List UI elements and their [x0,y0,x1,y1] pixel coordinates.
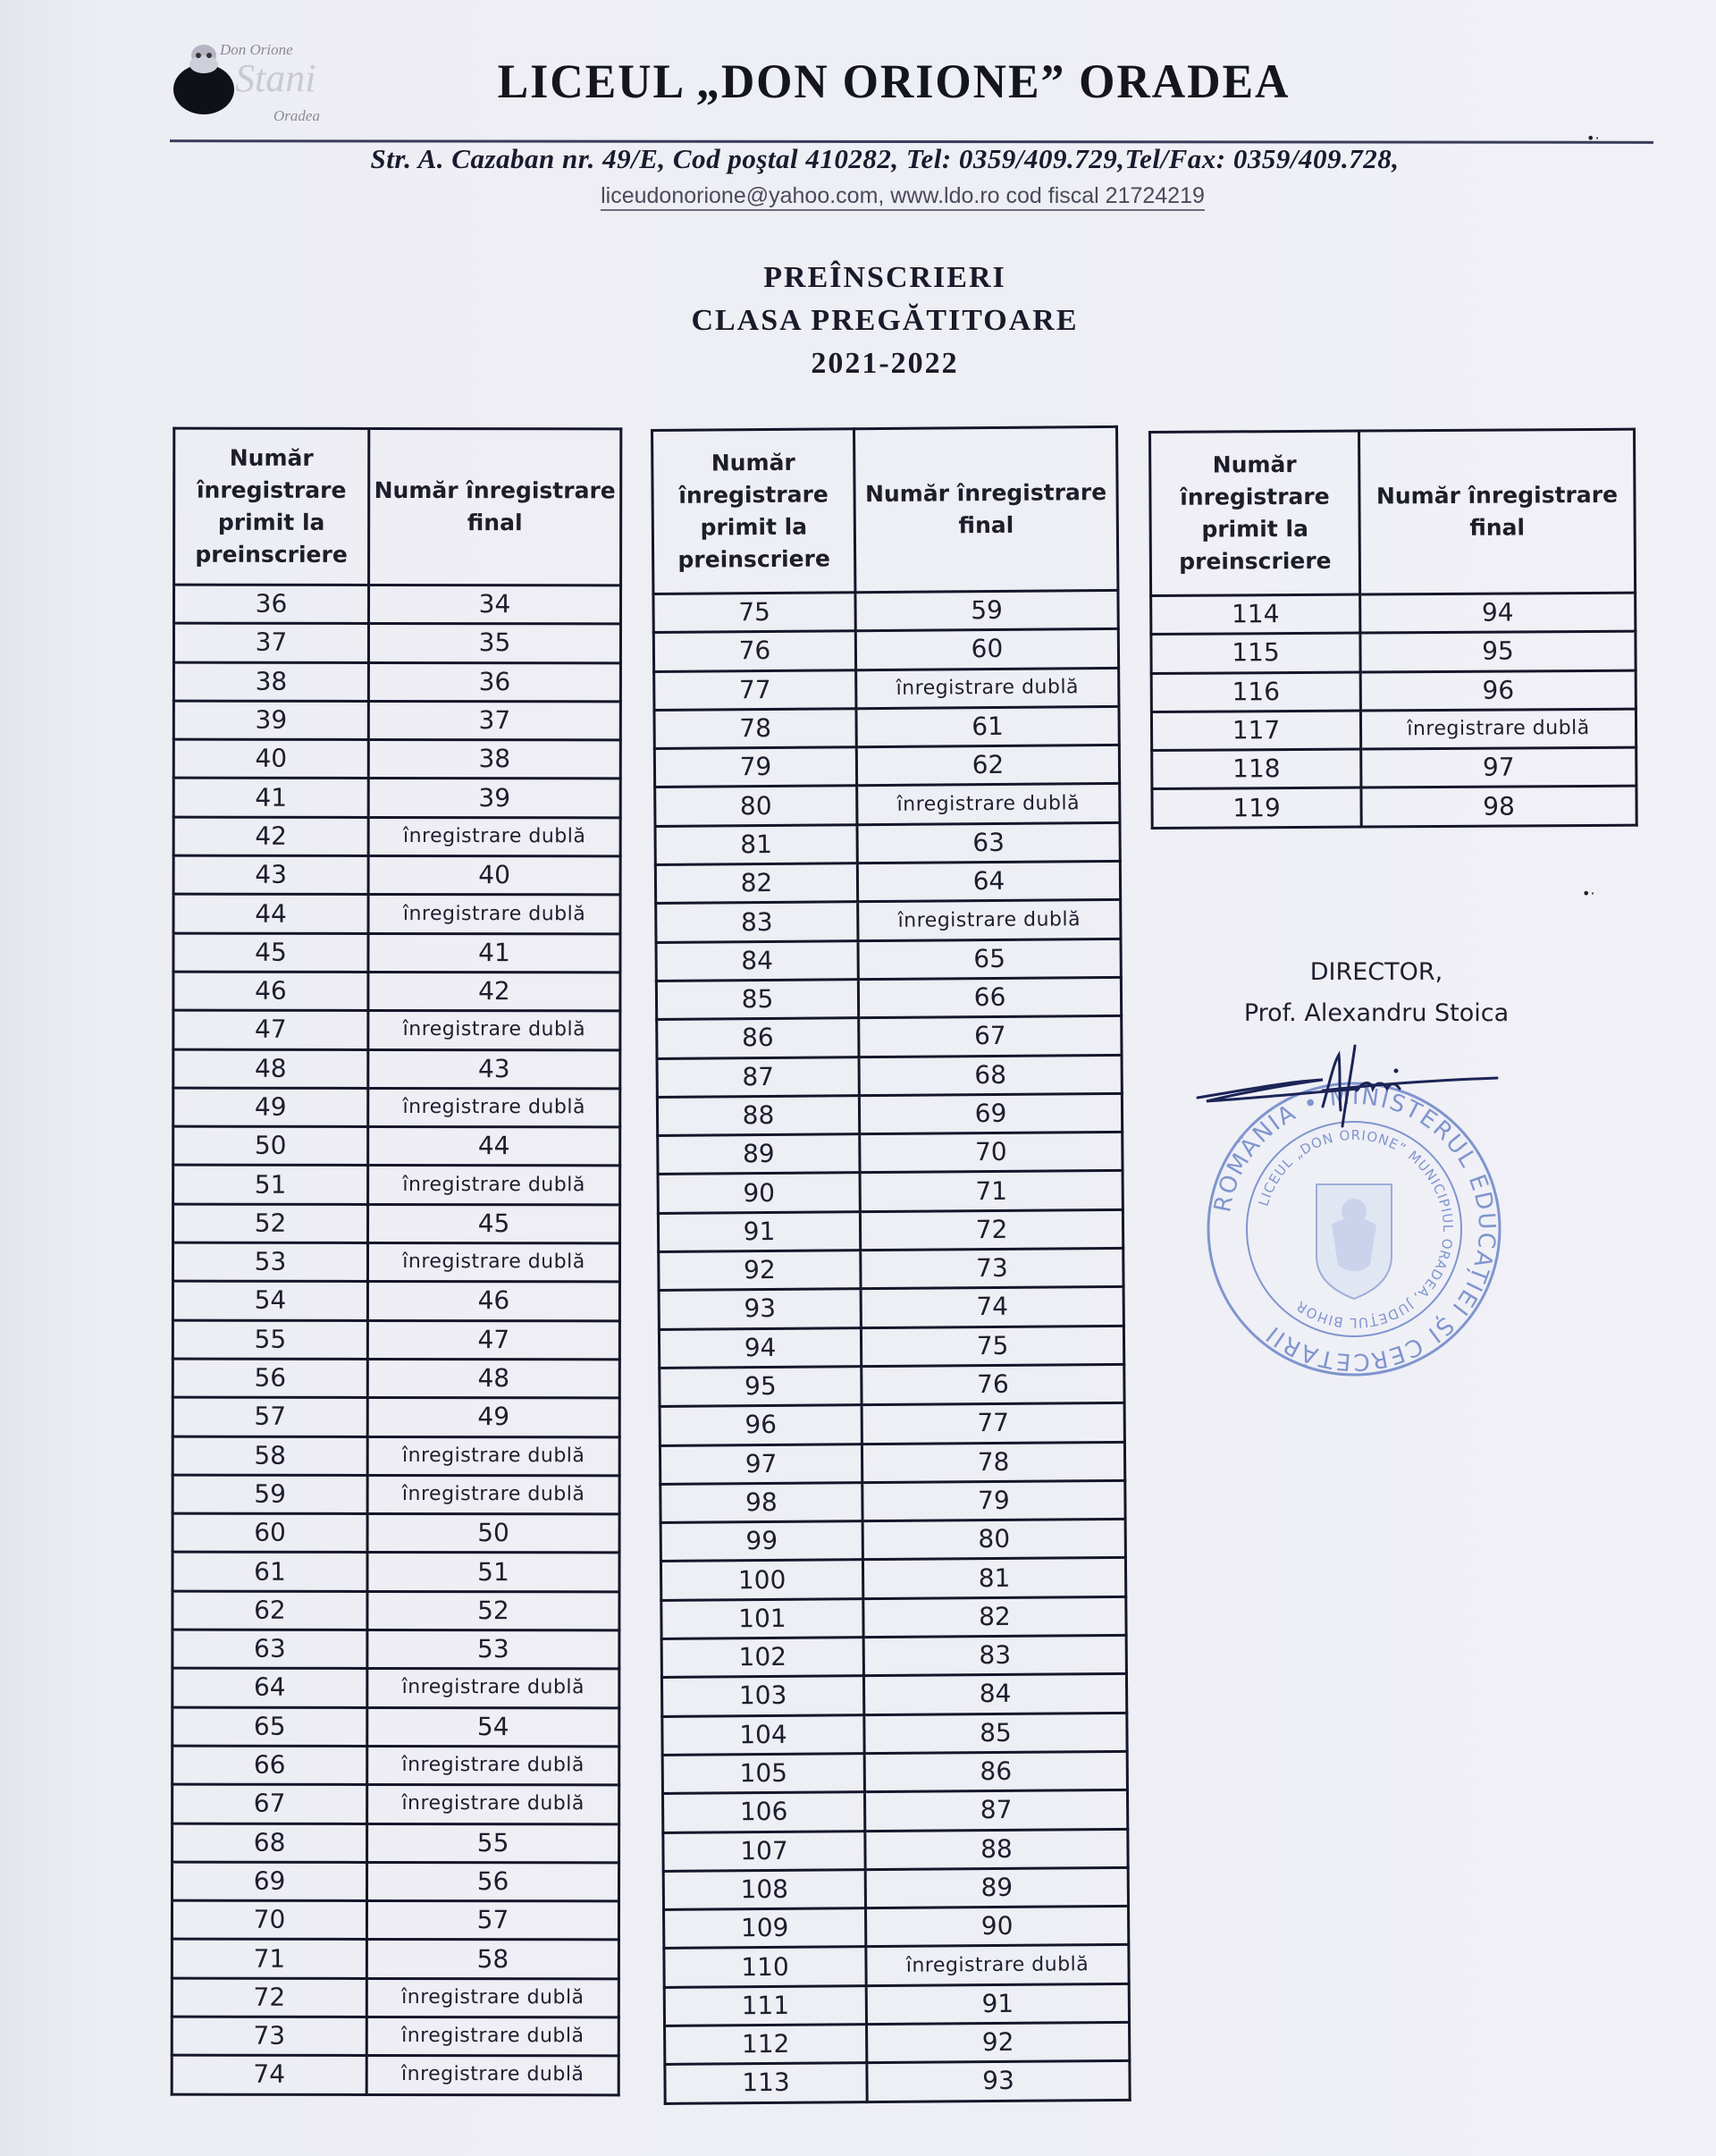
final-registration-number: 56 [367,1862,619,1901]
coat-of-arms-icon [1316,1184,1392,1299]
final-registration-number: 96 [1360,670,1636,711]
final-registration-number: 36 [368,662,620,702]
initial-registration-number: 90 [658,1173,860,1213]
table-row [656,939,1121,981]
table-row [172,1707,619,1747]
table-row [658,1171,1123,1213]
table-row [664,1906,1129,1948]
initial-registration-number: 61 [172,1553,367,1592]
final-registration-number: 74 [861,1287,1123,1328]
table-row [663,1829,1128,1871]
initial-registration-number: 56 [172,1359,367,1398]
initial-registration-number: 72 [172,1978,366,2017]
final-registration-number: 57 [366,1901,618,1941]
final-registration-number: 53 [367,1630,619,1669]
initial-registration-number: 60 [172,1513,367,1553]
table-row [172,1630,619,1669]
registration-table-2 [651,425,1131,2105]
initial-registration-number: 49 [173,1088,368,1127]
final-registration-number: 51 [367,1553,619,1592]
initial-registration-number: 106 [662,1792,864,1832]
final-registration-number: 79 [862,1480,1125,1521]
table-row [172,2017,618,2056]
initial-registration-number: 37 [173,623,368,662]
final-registration-number: 92 [867,2022,1130,2063]
initial-registration-number: 87 [657,1057,859,1097]
final-registration-number: înregistrare dublă [856,668,1119,709]
final-registration-number: înregistrare dublă [367,1243,619,1283]
final-registration-number: 42 [368,972,620,1011]
initial-registration-number: 98 [660,1483,862,1523]
final-registration-number: 71 [860,1171,1123,1212]
final-registration-number: înregistrare dublă [1360,709,1636,749]
final-registration-number: înregistrare dublă [366,1978,618,2017]
table-row [173,1049,620,1089]
final-registration-number: înregistrare dublă [857,784,1120,825]
final-registration-number: 90 [866,1906,1129,1947]
stamp-outer-text: ROMÂNIA • MINISTERUL EDUCAȚIEI ȘI CERCETĂRII [1209,1082,1501,1376]
table-row [172,2055,618,2094]
initial-registration-number: 55 [172,1320,367,1360]
initial-registration-number: 45 [173,933,368,973]
table-row [1151,670,1636,712]
final-registration-number: 72 [860,1209,1123,1251]
final-registration-number: 52 [367,1591,619,1630]
final-registration-number: înregistrare dublă [368,1166,620,1205]
table-row [172,1320,619,1360]
initial-registration-number: 118 [1152,749,1361,789]
table-row [658,1209,1123,1251]
final-registration-number: 75 [861,1326,1123,1367]
initial-registration-number: 108 [663,1869,865,1909]
school-contact [465,183,1341,209]
final-registration-number: 58 [366,1940,618,1979]
table-row [1151,593,1636,635]
final-registration-number: înregistrare dublă [368,895,620,934]
final-registration-number: 50 [367,1514,619,1554]
table-row [664,1983,1129,2025]
table-row [172,1746,619,1785]
initial-registration-number: 103 [661,1676,863,1716]
final-registration-number: înregistrare dublă [367,1475,619,1514]
table-row [173,779,620,818]
final-registration-number: 44 [368,1127,620,1166]
final-registration-number: 85 [864,1713,1127,1754]
table-row [659,1287,1123,1329]
final-registration-number: înregistrare dublă [368,1088,620,1127]
final-registration-number: înregistrare dublă [366,2056,618,2095]
column-header-initial-number: Număr înregistrare primit la preinscriere [174,428,369,585]
initial-registration-number: 36 [173,585,368,624]
table-row [654,745,1119,787]
initial-registration-number: 40 [173,739,368,779]
table-row [172,1242,619,1282]
table-row [173,1010,620,1049]
initial-registration-number: 91 [658,1211,860,1251]
initial-registration-number: 97 [660,1444,862,1484]
initial-registration-number: 95 [660,1367,862,1407]
table-row [657,1055,1122,1097]
initial-registration-number: 117 [1151,711,1360,751]
initial-registration-number: 52 [173,1204,368,1243]
registration-table-1 [171,427,623,2096]
initial-registration-number: 110 [664,1947,866,1987]
header-ink-mark: •· [1586,130,1600,147]
contact-text: liceudonorione@yahoo.com, www.ldo.ro cod fiscal 21724219 [601,183,1205,211]
table-row [172,1978,618,2017]
final-registration-number: 93 [867,2061,1130,2102]
initial-registration-number: 107 [663,1831,865,1871]
initial-registration-number: 89 [658,1134,860,1175]
initial-registration-number: 113 [665,2063,867,2103]
final-registration-number: 39 [368,779,620,818]
initial-registration-number: 100 [660,1560,862,1600]
table-row [1152,787,1636,829]
final-registration-number: 89 [865,1867,1128,1908]
final-registration-number: 94 [1360,593,1636,633]
final-registration-number: 48 [367,1359,619,1398]
final-registration-number: 81 [862,1558,1125,1599]
final-registration-number: înregistrare dublă [367,1436,619,1476]
initial-registration-number: 65 [172,1707,367,1747]
school-address: Str. A. Cazaban nr. 49/E, Cod poştal 410282, Tel: 0359/409.729,Tel/Fax: 0359/409.728, [370,143,1400,174]
final-registration-number: 78 [862,1442,1124,1483]
column-header-initial-number: Număr înregistrare primit la preinscriere [1150,431,1360,595]
initial-registration-number: 50 [173,1126,368,1166]
initial-registration-number: 92 [659,1251,861,1291]
final-registration-number: înregistrare dublă [866,1945,1129,1986]
table-row [1151,631,1636,673]
table-row [172,1862,619,1901]
final-registration-number: 84 [863,1674,1126,1715]
final-registration-number: 77 [862,1403,1124,1444]
final-registration-number: 61 [856,706,1119,747]
final-registration-number: 91 [866,1983,1129,2025]
table-row [1151,709,1636,751]
initial-registration-number: 101 [661,1598,863,1638]
logo-text-bottom: Oradea [273,107,320,124]
initial-registration-number: 70 [172,1900,366,1940]
table-row [660,1480,1125,1522]
table-row [173,1126,620,1166]
final-registration-number: înregistrare dublă [367,1746,619,1785]
initial-registration-number: 48 [173,1049,368,1089]
table-row [173,1166,620,1205]
initial-registration-number: 46 [173,972,368,1011]
initial-registration-number: 112 [665,2025,867,2065]
initial-registration-number: 63 [172,1630,367,1669]
table-row [172,1553,619,1592]
initial-registration-number: 44 [173,895,368,934]
initial-registration-number: 82 [655,863,857,904]
table-row [656,977,1121,1019]
final-registration-number: 34 [368,585,620,624]
initial-registration-number: 54 [172,1281,367,1320]
initial-registration-number: 47 [173,1010,368,1049]
final-registration-number: 49 [367,1398,619,1437]
initial-registration-number: 99 [660,1521,862,1562]
table-row [657,1016,1122,1058]
registration-table-3 [1148,428,1638,830]
table-row [172,1397,619,1436]
table-row [665,2061,1130,2103]
table-row [661,1674,1126,1716]
table-row [172,1591,619,1630]
table-row [660,1403,1124,1445]
table-row [172,1668,619,1707]
table-row [173,1088,620,1127]
final-registration-number: 63 [857,822,1120,863]
final-registration-number: înregistrare dublă [368,1011,620,1050]
initial-registration-number: 41 [173,779,368,818]
initial-registration-number: 119 [1152,788,1361,829]
handwritten-signature-icon [1189,1037,1510,1135]
table-row [660,1442,1124,1484]
final-registration-number: 43 [368,1049,620,1089]
initial-registration-number: 79 [654,747,856,787]
final-registration-number: înregistrare dublă [366,2017,618,2056]
table-row [660,1364,1124,1406]
initial-registration-number: 102 [661,1638,863,1678]
table-row [661,1596,1126,1638]
table-row [173,701,620,740]
document-subtitle: CLASA PREGĂTITOARE [691,304,1079,337]
final-registration-number: 37 [368,701,620,740]
final-registration-number: 62 [856,745,1119,787]
initial-registration-number: 62 [172,1591,367,1630]
table-row [664,1945,1129,1987]
initial-registration-number: 88 [657,1096,859,1136]
table-row [662,1751,1127,1793]
initial-registration-number: 104 [662,1714,864,1755]
initial-registration-number: 51 [173,1166,368,1205]
table-row [172,1940,618,1979]
table-row [654,668,1119,710]
final-registration-number: 38 [368,740,620,779]
column-header-final-number: Număr înregistrare final [1359,429,1636,594]
final-registration-number: 68 [859,1055,1122,1096]
column-header-final-number: Număr înregistrare final [854,426,1118,592]
final-registration-number: 59 [855,590,1118,631]
logo-text-mid: Stani [235,56,316,100]
initial-registration-number: 105 [662,1754,864,1794]
final-registration-number: 69 [859,1093,1122,1134]
initial-registration-number: 73 [172,2017,366,2056]
final-registration-number: 47 [367,1320,619,1360]
initial-registration-number: 38 [173,662,368,702]
final-registration-number: 46 [367,1282,619,1321]
initial-registration-number: 67 [172,1784,367,1823]
table-row [173,662,620,702]
initial-registration-number: 71 [172,1940,366,1979]
table-row [655,784,1120,826]
final-registration-number: înregistrare dublă [368,817,620,856]
initial-registration-number: 93 [659,1289,861,1329]
final-registration-number: 65 [858,939,1121,980]
table-row [662,1713,1127,1755]
table-row [657,1093,1122,1135]
initial-registration-number: 58 [172,1436,367,1476]
initial-registration-number: 80 [655,786,857,826]
initial-registration-number: 115 [1151,633,1360,673]
final-registration-number: 40 [368,856,620,896]
final-registration-number: înregistrare dublă [367,1785,619,1824]
table-row [659,1248,1123,1290]
table-row [656,900,1121,942]
table-row [659,1326,1123,1368]
school-year: 2021-2022 [811,347,959,380]
initial-registration-number: 74 [172,2055,366,2094]
table-row [665,2022,1130,2064]
table-row [172,1900,618,1940]
final-registration-number: 60 [855,629,1118,670]
final-registration-number: 97 [1361,747,1636,787]
initial-registration-number: 69 [172,1862,367,1901]
table-row [172,1513,619,1553]
initial-registration-number: 86 [657,1018,859,1058]
initial-registration-number: 76 [653,631,855,671]
table-row [173,855,620,895]
final-registration-number: 41 [368,933,620,973]
table-row [173,1204,620,1243]
final-registration-number: 83 [863,1635,1126,1676]
table-row [662,1790,1127,1832]
table-row [172,1784,619,1823]
table-row [653,590,1118,632]
table-row [173,623,620,662]
initial-registration-number: 96 [660,1405,862,1445]
initial-registration-number: 43 [173,855,368,895]
table-row [655,822,1120,864]
school-logo [168,38,374,131]
stamp-inner-text: LICEUL „DON ORIONE” MUNICIPIUL ORADEA, JUDEȚUL BIHOR [1255,1126,1457,1332]
initial-registration-number: 84 [656,940,858,981]
ink-mark: •· [1582,885,1595,902]
initial-registration-number: 94 [659,1327,861,1368]
initial-registration-number: 83 [656,902,858,942]
initial-registration-number: 111 [664,1985,866,2025]
final-registration-number: 45 [368,1204,620,1243]
table-row [173,895,620,934]
initial-registration-number: 85 [656,980,858,1020]
document-title: PREÎNSCRIERI [763,261,1006,294]
initial-registration-number: 116 [1151,672,1360,712]
logo-text-top: Don Orione [220,41,293,58]
initial-registration-number: 81 [655,824,857,864]
final-registration-number: 98 [1361,787,1636,827]
table-row [1152,747,1636,789]
table-row [172,1436,619,1476]
table-row [173,972,620,1011]
final-registration-number: 67 [859,1016,1122,1057]
final-registration-number: înregistrare dublă [858,900,1121,941]
school-name: LICEUL „DON ORIONE” ORADEA [497,55,1291,108]
table-row [655,861,1120,903]
initial-registration-number: 59 [172,1475,367,1514]
final-registration-number: 55 [367,1823,619,1863]
table-row [654,706,1119,748]
final-registration-number: 64 [857,861,1120,902]
column-header-final-number: Număr înregistrare final [369,428,621,585]
table-row [660,1558,1125,1600]
table-row [173,933,620,973]
final-registration-number: 66 [858,977,1121,1018]
initial-registration-number: 53 [172,1242,367,1282]
table-row [663,1867,1128,1909]
table-row [173,585,620,624]
initial-registration-number: 77 [654,670,856,710]
director-title: DIRECTOR, [1309,958,1443,986]
table-row [173,739,620,779]
table-row [172,1359,619,1398]
director-name: Prof. Alexandru Stoica [1243,999,1510,1027]
final-registration-number: 76 [862,1364,1124,1405]
initial-registration-number: 78 [654,709,856,749]
table-row [658,1133,1123,1175]
table-row [172,1475,619,1514]
initial-registration-number: 68 [172,1823,367,1863]
final-registration-number: 82 [863,1596,1126,1638]
table-row [653,629,1118,671]
initial-registration-number: 64 [172,1668,367,1707]
initial-registration-number: 66 [172,1746,367,1785]
initial-registration-number: 114 [1151,594,1360,635]
initial-registration-number: 75 [653,593,855,633]
initial-registration-number: 57 [172,1397,367,1436]
initial-registration-number: 109 [664,1908,866,1949]
table-row [172,1823,619,1863]
initial-registration-number: 39 [173,701,368,740]
table-row [661,1635,1126,1677]
table-row [172,1281,619,1320]
final-registration-number: 80 [862,1519,1125,1560]
initial-registration-number: 42 [173,817,368,856]
final-registration-number: 70 [860,1133,1123,1174]
final-registration-number: 86 [864,1751,1127,1792]
final-registration-number: 88 [865,1829,1128,1870]
final-registration-number: 87 [864,1790,1127,1832]
final-registration-number: 95 [1360,631,1636,671]
final-registration-number: înregistrare dublă [367,1669,619,1708]
final-registration-number: 35 [368,624,620,663]
final-registration-number: 54 [367,1707,619,1747]
table-row [173,817,620,856]
column-header-initial-number: Număr înregistrare primit la preinscriere [652,429,855,594]
final-registration-number: 73 [861,1248,1123,1289]
table-row [660,1519,1125,1561]
